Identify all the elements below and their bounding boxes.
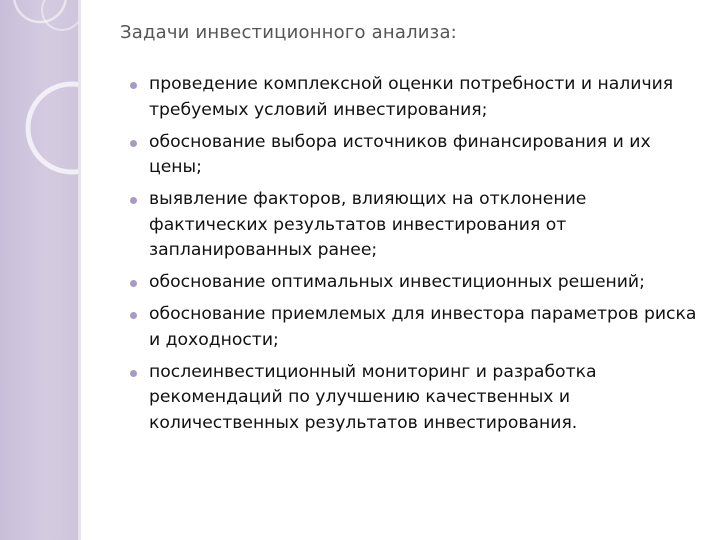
slide-title: Задачи инвестиционного анализа: <box>120 22 457 43</box>
list-item <box>130 360 705 437</box>
bullet-dot <box>130 197 137 204</box>
bullet-dot <box>130 280 137 287</box>
list-item-text: послеинвестиционный мониторинг и разработка рекомендаций по улучшению качественных и количественных результатов инвестирования. <box>149 361 597 433</box>
list-item <box>130 130 705 181</box>
list-item-text: обоснование оптимальных инвестиционных решений; <box>149 272 645 293</box>
decorative-circles <box>0 0 78 540</box>
list-item-text: обоснование приемлемых для инвестора параметров риска и доходности; <box>149 304 697 350</box>
bullet-dot <box>130 82 137 89</box>
list-item <box>130 72 705 123</box>
list-item <box>130 187 705 264</box>
list-item-text: проведение комплексной оценки потребности и наличия требуемых условий инвестирования; <box>149 74 674 120</box>
bullet-dot <box>130 312 137 319</box>
task-list <box>130 72 705 443</box>
list-item-text: обоснование выбора источников финансирования и их цены; <box>149 131 651 178</box>
deco-circle-top <box>14 0 66 22</box>
deco-circle-small <box>42 0 78 30</box>
list-item-text: выявление факторов, влияющих на отклонение фактических результатов инвестирования от запланированных ранее; <box>149 189 587 261</box>
decorative-side-panel <box>0 0 78 540</box>
list-item <box>130 270 705 296</box>
deco-circle-large <box>28 84 78 172</box>
list-item <box>130 302 705 353</box>
bullet-dot <box>130 370 137 377</box>
panel-divider <box>78 0 81 540</box>
bullet-dot <box>130 140 137 147</box>
